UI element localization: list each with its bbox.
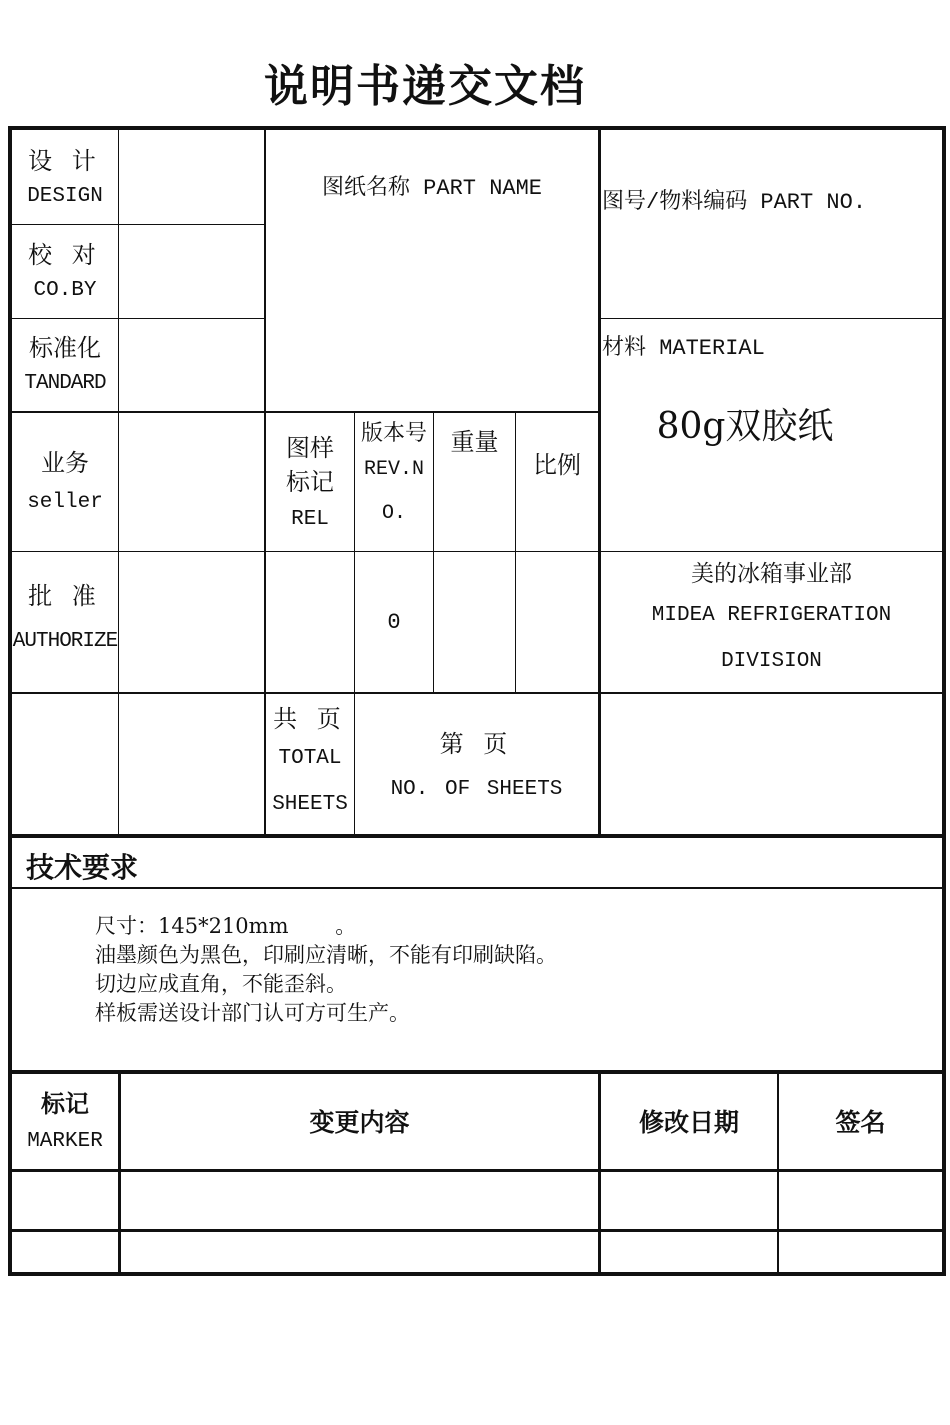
sheet-no-cn: 第 页 [439,729,514,758]
seller-cell [12,413,118,551]
rel-label-cn: 图样标记 [286,433,334,496]
approve-label-en: AUTHORIZE [12,629,118,653]
rev-label-en: REV.NO. [363,457,424,525]
weight-label: 重量 [450,428,499,456]
rel-label-en: REL [291,507,329,531]
division-en: MIDEA REFRIGERATION DIVISION [651,603,892,673]
material-label: 材料 MATERIAL [602,336,765,361]
tech-heading: 技术要求 [26,851,139,884]
tech-line: 尺寸：145*210mm 。 [95,914,357,938]
scale-label: 比例 [533,451,581,479]
rev-label-cn: 版本号 [360,421,427,446]
division-cn: 美的冰箱事业部 [691,561,852,588]
document-title: 说明书递交文档 [264,61,586,112]
tech-line: 切边应成直角，不能歪斜。 [95,972,347,996]
design-label-cn: 设 计 [28,146,102,175]
approve-cell [12,553,118,692]
tech-notes [95,912,557,1028]
tech-line: 油墨颜色为黑色，印刷应清晰，不能有印刷缺陷。 [95,943,557,967]
rel-cell [266,418,354,546]
seller-label-cn: 业务 [41,448,89,477]
rev-cell [355,420,433,548]
seller-label-en: seller [27,490,103,514]
total-sheets-cell [266,700,354,832]
change-date-header: 修改日期 [638,1107,739,1137]
marker-header-en: MARKER [27,1130,103,1154]
sheet-no-en: NO. OF SHEETS [390,777,563,801]
check-label-en: CO.BY [33,278,97,302]
standard-label-cn: 标准化 [29,334,101,363]
part-no-label: 图号/物料编码 PART NO. [602,190,867,215]
rev-value: 0 [387,610,401,635]
sheet-no-cell [355,716,598,816]
tech-line: 样板需送设计部门认可方可生产。 [95,1001,410,1025]
signature-header: 签名 [835,1107,886,1137]
total-sheets-cn: 共 页 [273,705,347,733]
standard-label-en: TANDARD [24,372,106,396]
approve-label-cn: 批 准 [28,581,102,610]
marker-header-cn: 标记 [41,1090,89,1119]
total-sheets-en: TOTAL SHEETS [272,747,348,816]
check-cell [12,226,118,318]
division-cell [601,553,942,692]
material-value: 80g双胶纸 [656,406,834,447]
standard-cell [12,320,118,411]
change-content-header: 变更内容 [309,1107,410,1137]
design-cell [12,132,118,224]
part-name-label: 图纸名称 PART NAME [321,176,543,201]
check-label-cn: 校 对 [28,240,102,269]
design-label-en: DESIGN [27,184,103,208]
marker-header [12,1076,118,1169]
